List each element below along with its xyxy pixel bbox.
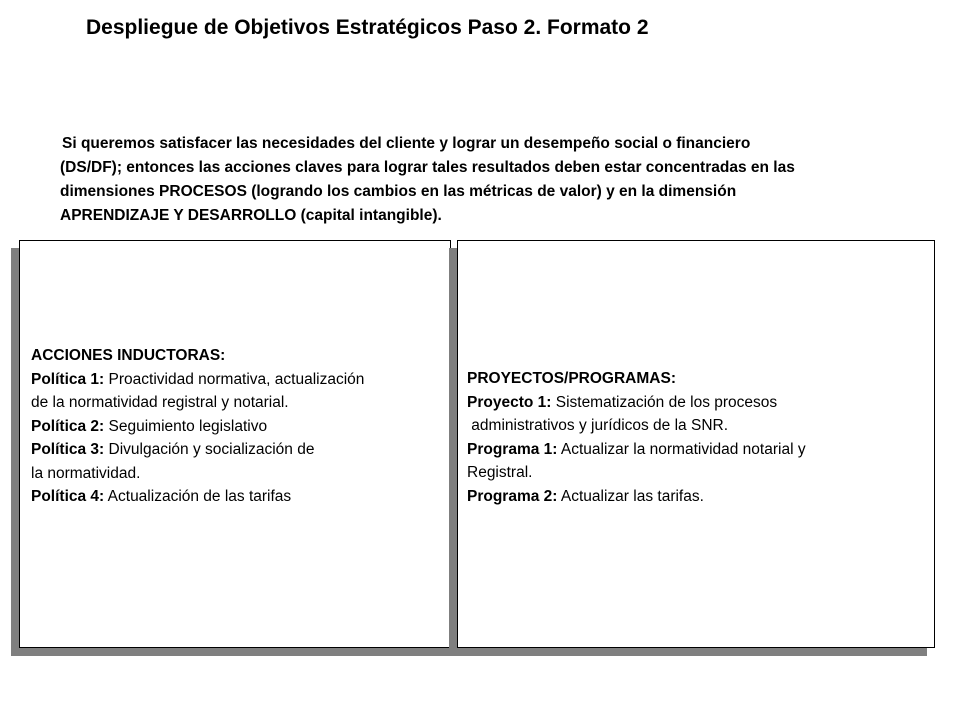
right-panel-content (467, 367, 927, 508)
right-panel-line: Programa 2: Actualizar las tarifas. (467, 487, 704, 505)
right-panel-line: Registral. (467, 464, 533, 481)
intro-line: Si queremos satisfacer las necesidades del cliente y lograr un desempeño social o financiero (62, 135, 751, 152)
left-panel-line: de la normatividad registral y notarial. (31, 394, 289, 411)
left-panel-line: Política 4: Actualización de las tarifas (31, 488, 292, 505)
right-panel-heading: PROYECTOS/PROGRAMAS: (467, 370, 676, 387)
left-panel-content (31, 344, 446, 509)
left-panel-line: Política 2: Seguimiento legislativo (31, 417, 268, 435)
left-panel-line: Política 1: Proactividad normativa, actualización (31, 370, 365, 388)
intro-line: APRENDIZAJE Y DESARROLLO (capital intangible). (60, 207, 442, 224)
intro-line: (DS/DF); entonces las acciones claves para lograr tales resultados deben estar concentradas en las (60, 159, 795, 176)
left-panel-line: Política 3: Divulgación y socialización de (31, 441, 315, 458)
right-panel-line: Programa 1: Actualizar la normatividad notarial y (467, 440, 806, 458)
right-panel-line: Proyecto 1: Sistematización de los procesos (467, 393, 778, 411)
left-panel-line: la normatividad. (31, 464, 141, 482)
intro-line: dimensiones PROCESOS (logrando los cambios en las métricas de valor) y en la dimensión (60, 183, 737, 200)
page-title: Despliegue de Objetivos Estratégicos Paso 2. Formato 2 (86, 16, 649, 39)
left-panel-heading: ACCIONES INDUCTORAS: (31, 347, 226, 364)
intro-paragraph (60, 132, 945, 228)
right-panel-line: administrativos y jurídicos de la SNR. (467, 417, 729, 434)
